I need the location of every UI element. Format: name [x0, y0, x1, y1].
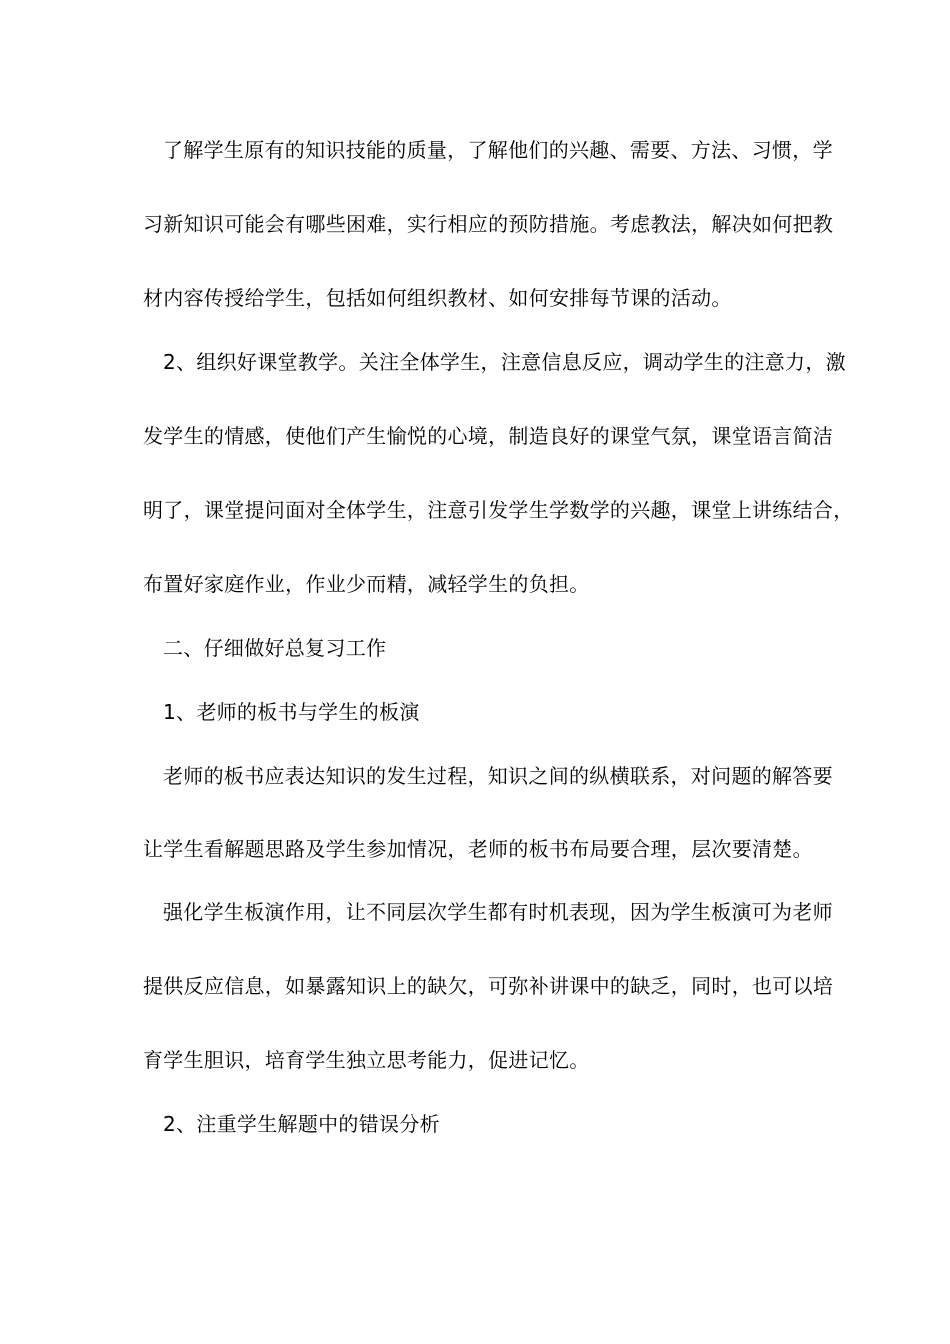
- paragraph-line: 布置好家庭作业，作业少而精，减轻学生的负担。: [143, 572, 590, 596]
- paragraph-line: 习新知识可能会有哪些困难，实行相应的预防措施。考虑教法，解决如何把教: [143, 212, 834, 236]
- paragraph-line: 2、组织好课堂教学。关注全体学生，注意信息反应，调动学生的注意力，激: [163, 350, 846, 374]
- section-heading: 二、仔细做好总复习工作: [163, 636, 387, 660]
- paragraph-line: 育学生胆识，培育学生独立思考能力，促进记忆。: [143, 1048, 590, 1072]
- paragraph-line: 强化学生板演作用，让不同层次学生都有时机表现，因为学生板演可为老师: [163, 900, 833, 924]
- paragraph-line: 发学生的情感，使他们产生愉悦的心境，制造良好的课堂气氛，课堂语言简洁: [143, 424, 834, 448]
- paragraph-line: 材内容传授给学生，包括如何组织教材、如何安排每节课的活动。: [143, 286, 732, 310]
- subsection-heading: 2、注重学生解题中的错误分析: [163, 1112, 440, 1136]
- paragraph-line: 了解学生原有的知识技能的质量，了解他们的兴趣、需要、方法、习惯，学: [163, 138, 833, 162]
- subsection-heading: 1、老师的板书与学生的板演: [163, 700, 420, 724]
- paragraph-line: 让学生看解题思路及学生参加情况，老师的板书布局要合理，层次要清楚。: [143, 837, 813, 861]
- paragraph-line: 明了，课堂提问面对全体学生，注意引发学生学数学的兴趣，课堂上讲练结合，: [143, 498, 854, 522]
- paragraph-line: 老师的板书应表达知识的发生过程，知识之间的纵横联系，对问题的解答要: [163, 764, 833, 788]
- paragraph-line: 提供反应信息，如暴露知识上的缺欠，可弥补讲课中的缺乏，同时，也可以培: [143, 974, 834, 998]
